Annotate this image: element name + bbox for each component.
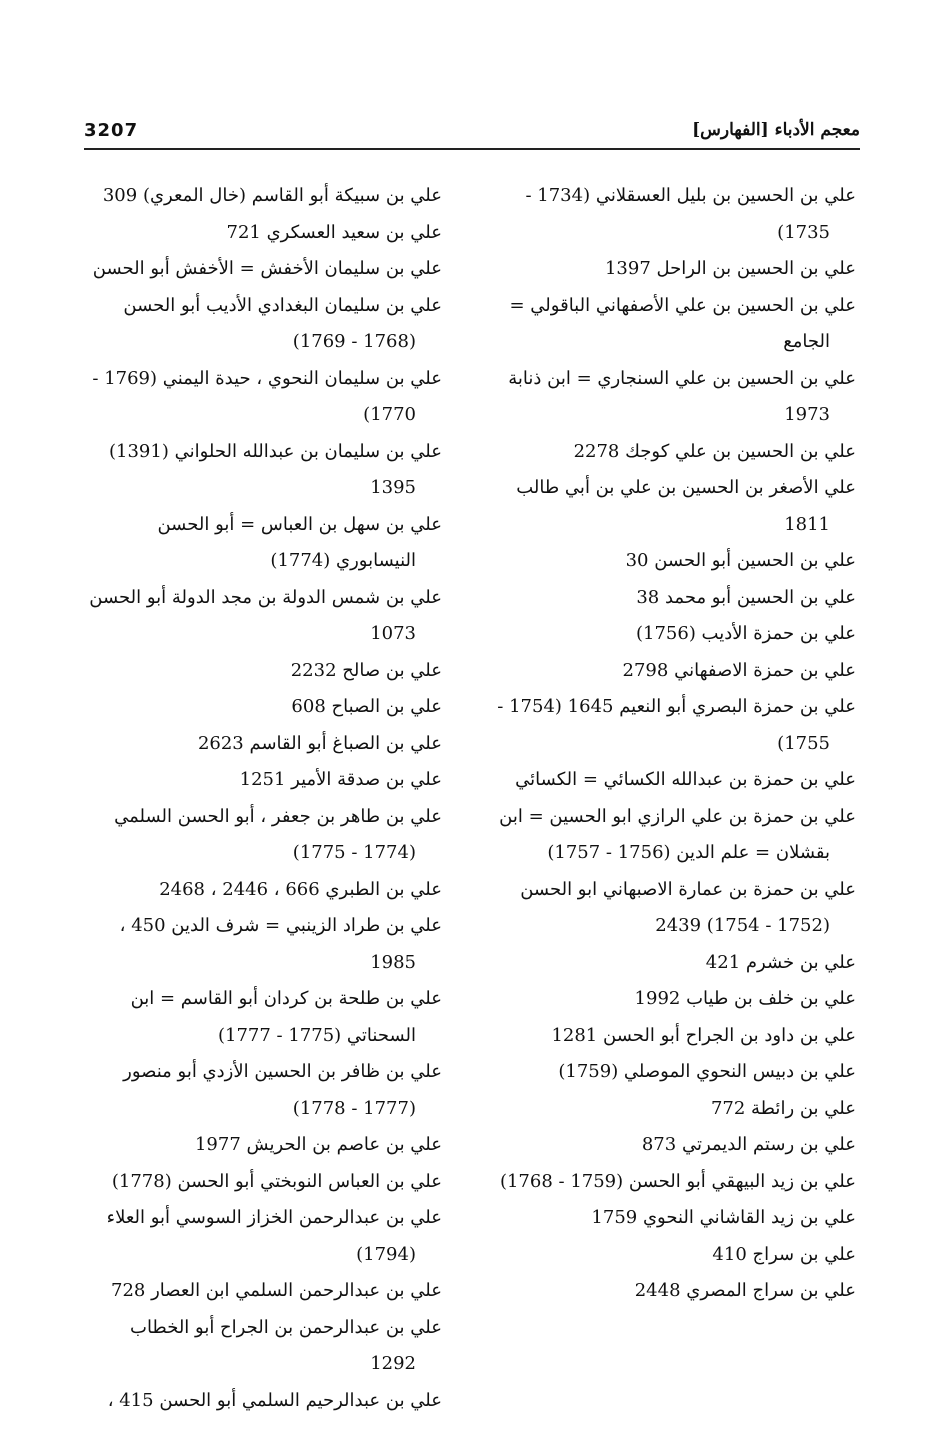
index-entry: علي الأصغر بن الحسين بن علي بن أبي طالب 1811: [516, 477, 856, 535]
index-entry: علي بن الصباغ أبو القاسم 2623: [197, 732, 442, 754]
index-column-right: [496, 178, 856, 1310]
index-entry: علي بن سبيكة أبو القاسم (خال المعري) 309: [102, 185, 442, 206]
index-entry: علي بن حمزة الأديب (1756): [635, 623, 856, 644]
index-entry: علي بن سليمان البغدادي الأديب أبو الحسن (1768 - 1769): [123, 294, 442, 352]
index-entry: علي بن حمزة بن عمارة الاصبهاني ابو الحسن (1752 - 1754) 2439: [520, 878, 856, 936]
index-entry: علي بن الحسين بن علي الأصفهاني الباقولي = الجامع: [509, 294, 856, 352]
index-entry: علي بن حمزة الاصفهاني 2798: [622, 659, 856, 681]
index-entry: علي بن طراد الزينبي = شرف الدين 450 ، 1985: [119, 915, 442, 973]
index-entry: علي بن سهل بن العباس = أبو الحسن النيسابوري (1774): [157, 513, 442, 571]
page-header: [84, 118, 860, 150]
index-entry: علي بن الحسين أبو الحسن 30: [625, 550, 856, 571]
index-column-left: [82, 178, 442, 1419]
index-entry: علي بن الحسين بن بليل العسقلاني (1734 - 1735): [525, 185, 856, 243]
index-entry: علي بن سليمان الأخفش = الأخفش أبو الحسن: [92, 258, 442, 279]
index-entry: علي بن دبيس النحوي الموصلي (1759): [558, 1061, 856, 1082]
index-entry: علي بن خلف بن طياب 1992: [634, 988, 856, 1009]
index-entry: علي بن زيد البيهقي أبو الحسن (1759 - 1768): [499, 1170, 856, 1192]
index-entry: علي بن صدقة الأمير 1251: [239, 769, 442, 790]
index-entry: علي بن عبدالرحيم السلمي أبو الحسن 415 ،: [107, 1389, 442, 1411]
index-entry: علي بن زيد القاشاني النحوي 1759: [591, 1207, 856, 1228]
index-entry: علي بن عبدالرحمن الخزاز السوسي أبو العلاء (1794): [106, 1207, 442, 1265]
index-entry: علي بن داود بن الجراح أبو الحسن 1281: [551, 1024, 856, 1046]
index-entry: علي بن عبدالرحمن السلمي ابن العصار 728: [111, 1280, 442, 1301]
index-entry: علي بن رستم الديمرتي 873: [641, 1134, 856, 1155]
index-entry: علي بن العباس النوبختي أبو الحسن (1778): [111, 1170, 442, 1192]
index-entry: علي بن حمزة البصري أبو النعيم 1645 (1754 - 1755): [497, 696, 856, 754]
index-entry: علي بن خشرم 421: [705, 951, 856, 973]
index-entry: علي بن الحسين بن علي كوجك 2278: [573, 440, 856, 462]
index-entry: علي بن الطبري 666 ، 2446 ، 2468: [159, 878, 442, 900]
index-entry: علي بن سليمان بن عبدالله الحلواني (1391) 1395: [109, 440, 442, 498]
index-entry: علي بن عبدالرحمن بن الجراح أبو الخطاب 1292: [130, 1316, 442, 1374]
index-entry: علي بن طلحة بن كردان أبو القاسم = ابن السحناتي (1775 - 1777): [130, 988, 442, 1046]
index-entry: علي بن حمزة بن علي الرازي ابو الحسين = ابن بقشلان = علم الدين (1756 - 1757): [499, 805, 856, 863]
index-entry: علي بن ظافر بن الحسين الأزدي أبو منصور (1777 - 1778): [123, 1061, 442, 1119]
index-entry: علي بن طاهر بن جعفر ، أبو الحسن السلمي (1774 - 1775): [114, 805, 442, 863]
index-entry: علي بن سليمان النحوي ، حيدة اليمني (1769 - 1770): [92, 367, 442, 425]
index-entry: علي بن حمزة بن عبدالله الكسائي = الكسائي: [515, 769, 856, 790]
book-title: معجم الأدباء [الفهارس]: [692, 120, 860, 140]
index-entry: علي بن رائطة 772: [710, 1097, 856, 1119]
index-entry: علي بن صالح 2232: [290, 659, 442, 681]
index-entry: علي بن الصباح 608: [291, 696, 442, 717]
index-entry: علي بن الحسين بن علي السنجاري = ابن ذنابة 1973: [508, 367, 856, 425]
index-entry: علي بن سراج المصري 2448: [634, 1280, 856, 1301]
index-entry: علي بن الحسين بن الراحل 1397: [604, 258, 856, 279]
index-entry: علي بن سراج 410: [712, 1243, 856, 1265]
index-entry: علي بن عاصم بن الحريش 1977: [194, 1134, 442, 1155]
index-entry: علي بن شمس الدولة بن مجد الدولة أبو الحسن 1073: [89, 586, 442, 644]
index-entry: علي بن الحسين أبو محمد 38: [636, 586, 856, 608]
index-entry: علي بن سعيد العسكري 721: [226, 221, 442, 243]
page-number: 3207: [84, 120, 139, 141]
